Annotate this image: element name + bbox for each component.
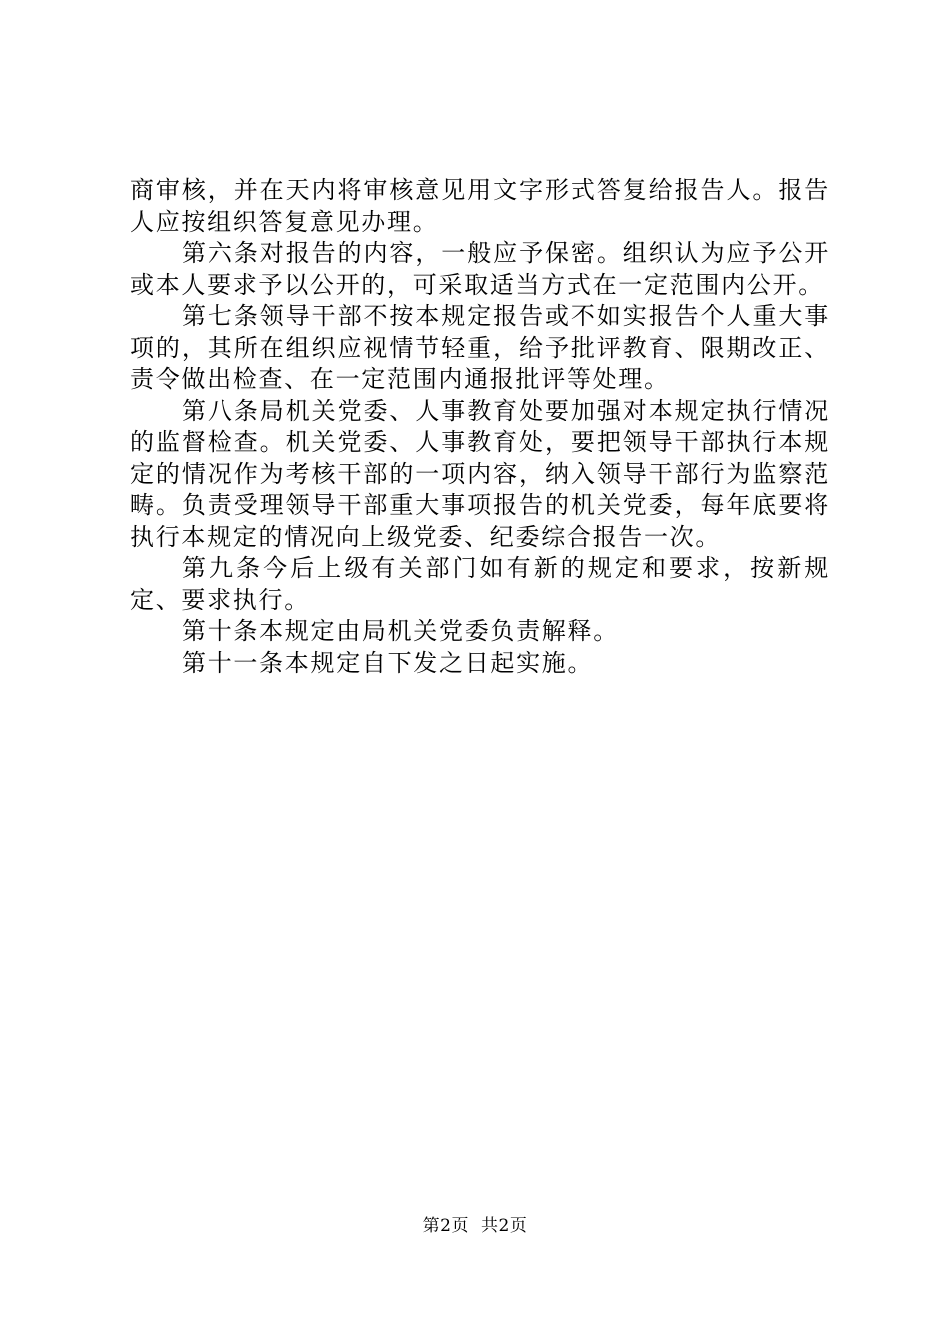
paragraph-article-11: 第十一条本规定自下发之日起实施。 (182, 648, 594, 677)
page-total: 共2页 (481, 1216, 528, 1236)
document-body (130, 175, 830, 679)
paragraph-continuation: 商审核，并在天内将审核意见用文字形式答复给报告人。报告人应按组织答复意见办理。 (130, 176, 830, 236)
paragraph-article-6: 第六条对报告的内容，一般应予保密。组织认为应予公开或本人要求予以公开的，可采取适当方式在一定范围内公开。 (130, 239, 830, 299)
page-footer (0, 1215, 950, 1237)
paragraph-article-8: 第八条局机关党委、人事教育处要加强对本规定执行情况的监督检查。机关党委、人事教育处，要把领导干部执行本规定的情况作为考核干部的一项内容，纳入领导干部行为监察范畴。负责受理领导干部重大事项报告的机关党委，每年底要将执行本规定的情况向上级党委、纪委综合报告一次。 (130, 396, 830, 551)
paragraph-article-7: 第七条领导干部不按本规定报告或不如实报告个人重大事项的，其所在组织应视情节轻重，给予批评教育、限期改正、责令做出检查、在一定范围内通报批评等处理。 (130, 302, 830, 393)
paragraph-article-10: 第十条本规定由局机关党委负责解释。 (182, 617, 619, 645)
paragraph-article-9: 第九条今后上级有关部门如有新的规定和要求，按新规定、要求执行。 (130, 554, 830, 614)
page-number: 第2页 (422, 1216, 469, 1236)
